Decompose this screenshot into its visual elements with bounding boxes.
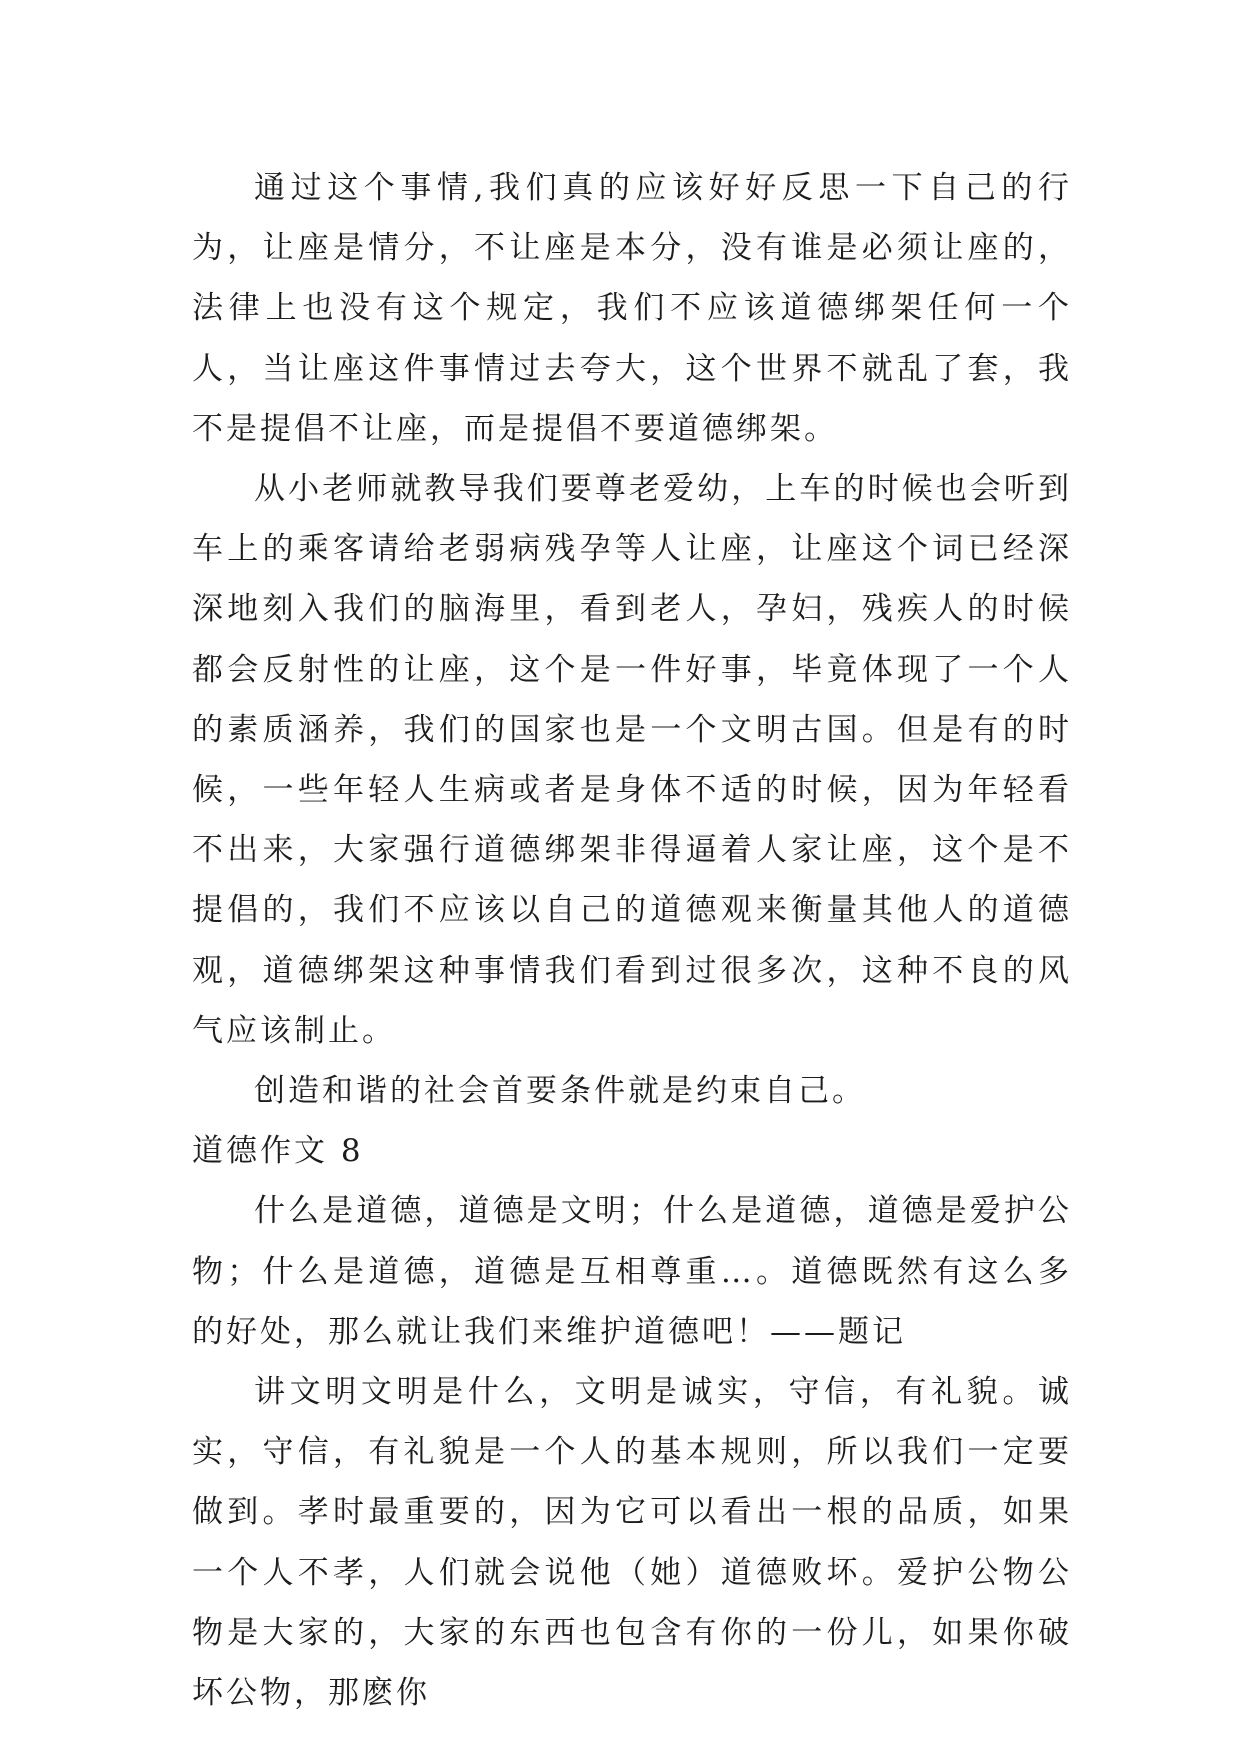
paragraph-reflection: 通过这个事情,我们真的应该好好反思一下自己的行为，让座是情分，不让座是本分，没有谁是必须让座的，法律上也没有这个规定，我们不应该道德绑架任何一个人，当让座这件事情过去夸大，这个世界不就乱了套，我不是提倡不让座，而是提倡不要道德绑架。 <box>192 170 1072 447</box>
essay-heading: 道德作文 8 <box>192 1133 364 1170</box>
paragraph-civility: 讲文明文明是什么，文明是诚实，守信，有礼貌。诚实，守信，有礼貌是一个人的基本规则，所以我们一定要做到。孝时最重要的，因为它可以看出一根的品质，如果一个人不孝，人们就会说他（她）道德败坏。爱护公物公物是大家的，大家的东西也包含有你的一份儿，如果你破坏公物，那麽你 <box>192 1374 1072 1712</box>
paragraph-respect-elders: 从小老师就教导我们要尊老爱幼，上车的时候也会听到车上的乘客请给老弱病残孕等人让座，让座这个词已经深深地刻入我们的脑海里，看到老人，孕妇，残疾人的时候都会反射性的让座，这个是一件好事，毕竟体现了一个人的素质涵养，我们的国家也是一个文明古国。但是有的时候，一些年轻人生病或者是身体不适的时候，因为年轻看不出来，大家强行道德绑架非得逼着人家让座，这个是不提倡的，我们不应该以自己的道德观来衡量其他人的道德观，道德绑架这种事情我们看到过很多次，这种不良的风气应该制止。 <box>192 471 1072 1049</box>
paragraph-epigraph: 什么是道德，道德是文明；什么是道德，道德是爱护公物；什么是道德，道德是互相尊重…。道德既然有这么多的好处，那么就让我们来维护道德吧！——题记 <box>192 1193 1072 1350</box>
document-body <box>192 158 1072 1723</box>
paragraph-harmony: 创造和谐的社会首要条件就是约束自己。 <box>254 1073 866 1110</box>
